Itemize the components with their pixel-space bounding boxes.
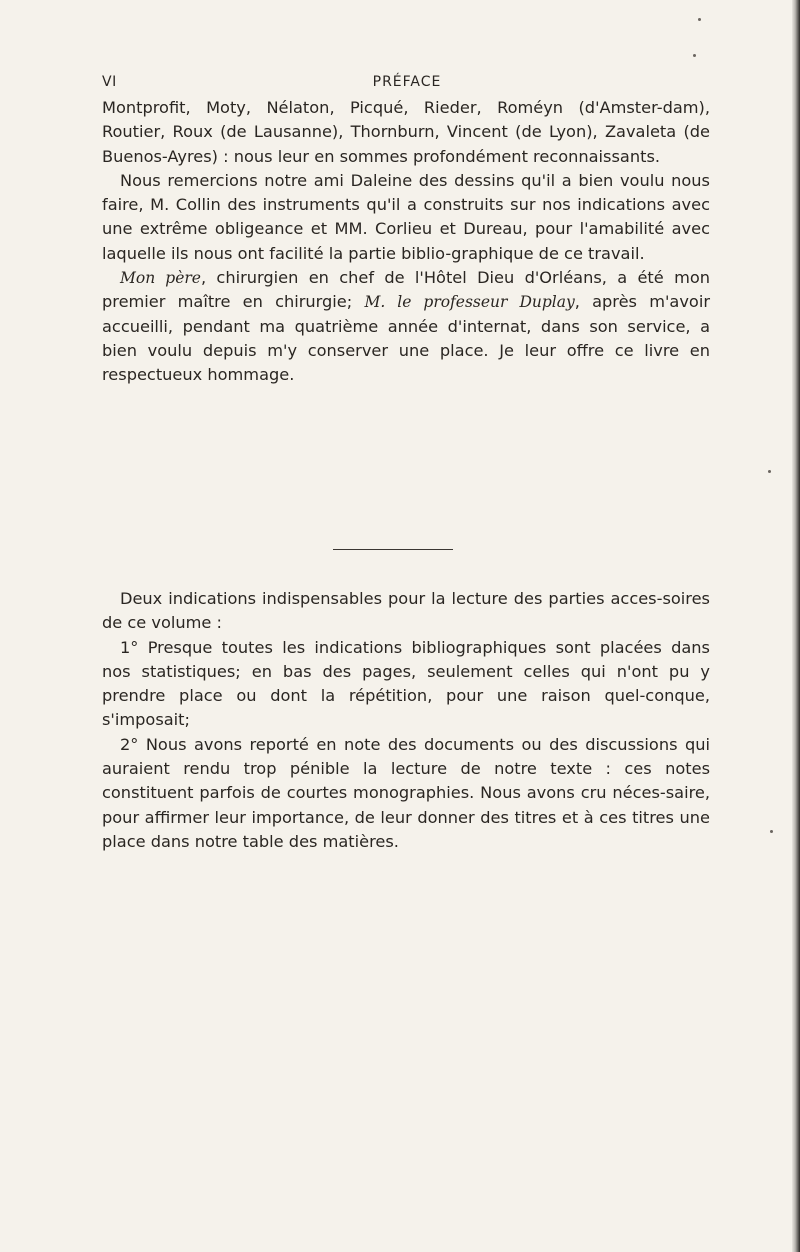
paragraph-point-1: 1° Presque toutes les indications bibliographiques sont placées dans nos statistiques; en bas des pages, seulement celles qui n'ont pu y prendre place ou dont la répétition, pour une raison quel-conque, s'imposait; bbox=[102, 637, 710, 730]
speck-mark bbox=[770, 830, 773, 833]
speck-mark bbox=[768, 470, 771, 473]
paragraph-point-2: 2° Nous avons reporté en note des documents ou des discussions qui auraient rendu trop pénible la lecture de notre texte : ces notes constituent parfois de courtes monographies. Nous avons cru néces-saire, pour affirmer leur importance, de leur donner des titres et à ces titres une place dans notre table des matières. bbox=[102, 734, 710, 851]
speck-mark bbox=[698, 18, 701, 21]
page-edge-shadow bbox=[792, 0, 800, 1252]
header-title: PRÉFACE bbox=[372, 74, 442, 90]
acknowledgements-block bbox=[102, 96, 710, 388]
dedication-text-2: , après m'avoir accueilli, pendant ma quatrième année d'internat, dans son service, a bien voulu depuis m'y conserver une place. Je leur offre ce livre en respectueux hommage. bbox=[102, 292, 710, 385]
speck-mark bbox=[693, 54, 696, 57]
paragraph-thanks: Nous remercions notre ami Daleine des dessins qu'il a bien voulu nous faire, M. Collin des instruments qu'il a construits sur nos indications avec une extrême obligeance et MM. Corlieu et Dureau, pour l'amabilité avec laquelle ils nous ont facilité la partie biblio-graphique de ce travail. bbox=[102, 170, 710, 263]
paragraph-dedication bbox=[102, 266, 710, 387]
reading-notes-block bbox=[102, 587, 710, 854]
page-number: VI bbox=[102, 74, 117, 90]
running-header bbox=[102, 74, 712, 96]
paragraph-intro: Deux indications indispensables pour la lecture des parties acces-soires de ce volume : bbox=[102, 589, 710, 633]
section-divider bbox=[333, 549, 453, 550]
dedication-italic-professor: M. le professeur Duplay bbox=[364, 293, 575, 312]
dedication-italic-father: Mon père bbox=[120, 269, 201, 288]
paragraph-contributors: Montprofit, Moty, Nélaton, Picqué, Rieder, Roméyn (d'Amster-dam), Routier, Roux (de Lausanne), Thornburn, Vincent (de Lyon), Zavaleta (de Buenos-Ayres) : nous leur en sommes profondément reconnaissants. bbox=[102, 98, 710, 166]
dedication-text-1: , chirurgien en chef de l'Hôtel Dieu d'Orléans, a été mon premier maître en chirurgie; bbox=[102, 268, 710, 312]
